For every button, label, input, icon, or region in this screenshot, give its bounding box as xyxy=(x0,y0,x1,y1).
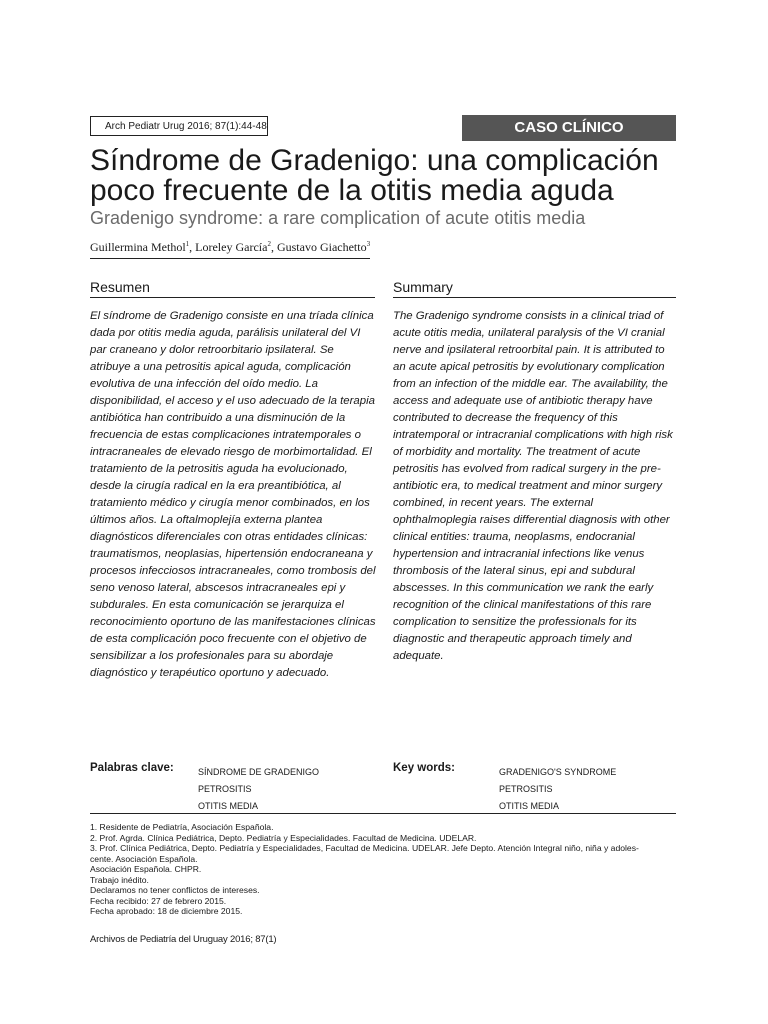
journal-citation: Arch Pediatr Urug 2016; 87(1):44-48 xyxy=(90,116,268,136)
footnote: 3. Prof. Clínica Pediátrica, Depto. Pediatría y Especialidades, Facultad de Medicina. UDELAR. Jefe Depto. Atención Integral niño, niña y adoles- xyxy=(90,843,639,853)
keywords-en-list xyxy=(499,764,616,815)
resumen-rule xyxy=(90,297,375,298)
footnotes xyxy=(90,822,676,917)
keyword: PETROSITIS xyxy=(499,784,553,794)
article-title: Síndrome de Gradenigo: una complicación poco frecuente de la otitis media aguda xyxy=(90,144,659,207)
author: Gustavo Giachetto$^3$ xyxy=(276,240,371,254)
summary-text: The Gradenigo syndrome consists in a clinical triad of acute otitis media, unilateral paralysis of the VI cranial nerve and ipsilateral retroorbital pain. It is attributed to an acute apical petrositis by evolutionary complication from an infection of the middle ear. The availability, the access and adequate use of antibiotic therapy have contributed to decrease the frequency of this intratemporal or intracranial complications with high risk of morbidity and mortality. The treatment of acute petrositis has evolved from radical surgery in the pre-antibiotic era, to medical treatment and minor surgery combined, in recent years. The external ophthalmoplegia raises differential diagnosis with other clinical entities: trauma, neoplasms, endocranial hypertension and intracranial infections like venus thrombosis of the lateral sinus, epi and subdural abscesses. In this communication we rank the early recognition of the clinical manifestations of this rare complication to sensitize the professionals for its diagnostic and therapeutic approach timely and adequate. xyxy=(393,310,673,662)
footnote: 2. Prof. Agrda. Clínica Pediátrica, Depto. Pediatría y Especialidades. Facultad de Medicina. UDELAR. xyxy=(90,832,477,843)
footnote-divider xyxy=(90,813,676,814)
author: Guillermina Methol$^1$, xyxy=(90,240,196,254)
keyword: SÍNDROME DE GRADENIGO xyxy=(198,767,320,777)
keyword: OTITIS MEDIA xyxy=(198,801,259,811)
summary-heading: Summary xyxy=(393,279,453,295)
section-badge: CASO CLÍNICO xyxy=(462,115,676,141)
keyword: OTITIS MEDIA xyxy=(499,801,560,811)
keywords-en-label: Key words: xyxy=(393,762,455,774)
summary-rule xyxy=(393,297,676,298)
keyword: PETROSITIS xyxy=(198,784,252,794)
footnote: Asociación Española. CHPR. xyxy=(90,864,202,874)
author: Loreley García$^2$, xyxy=(195,240,277,254)
footnote: cente. Asociación Española. xyxy=(90,853,198,864)
footnote: Trabajo inédito. xyxy=(90,874,149,885)
footnote: Declaramos no tener conflictos de intereses. xyxy=(90,885,260,895)
keywords-es-list xyxy=(198,764,319,815)
footnote: Fecha recibido: 27 de febrero 2015. xyxy=(90,895,227,906)
keyword: GRADENIGO'S SYNDROME xyxy=(499,767,617,777)
keywords-es-label: Palabras clave: xyxy=(90,762,174,774)
resumen-text: El síndrome de Gradenigo consiste en una tríada clínica dada por otitis media aguda, parálisis unilateral del VI par craneano y dolor retroorbitario ipsilateral. Se atribuye a una petrositis apical aguda, complicación evolutiva de una infección del oído medio. La disponibilidad, el acceso y el uso adecuado de la terapia antibiótica han contribuido a una disminución de la frecuencia de estas complicaciones intratemporales o intracraneales de elevado riesgo de morbimortalidad. El tratamiento de la petrositis aguda ha evolucionado, desde la cirugía radical en la era preantibiótica, al tratamiento médico y cirugía menor combinados, en los últimos años. La oftalmoplejía externa plantea diagnósticos diferenciales con otras entidades clínicas: traumatismos, neoplasias, hipertensión endocraneana y procesos infecciosos intracraneales, como trombosis del seno venoso lateral, abscesos intracraneales epi y subdurales. En esta comunicación se jerarquiza el reconocimiento oportuno de las manifestaciones clínicas de esta complicación poco frecuente con el objetivo de sensibilizar a los profesionales para su abordaje diagnóstico y terapéutico oportuno y adecuado. xyxy=(90,310,376,679)
footnote: 1. Residente de Pediatría, Asociación Española. xyxy=(90,822,274,832)
author-list xyxy=(90,240,370,259)
footnote: Fecha aprobado: 18 de diciembre 2015. xyxy=(90,906,243,916)
article-title-english: Gradenigo syndrome: a rare complication of acute otitis media xyxy=(90,208,586,228)
page-footer: Archivos de Pediatría del Uruguay 2016; 87(1) xyxy=(90,934,277,945)
resumen-heading: Resumen xyxy=(90,279,150,295)
